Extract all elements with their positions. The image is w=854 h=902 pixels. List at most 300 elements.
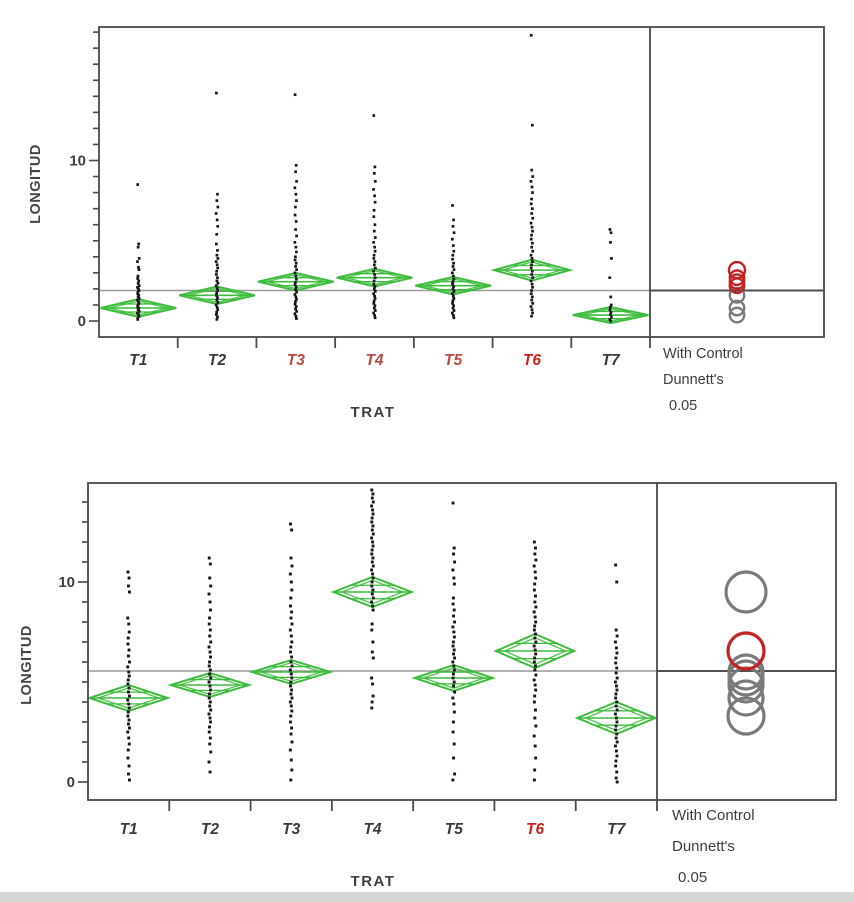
- x-tick-label-t4[interactable]: T4: [365, 352, 384, 369]
- data-point: [534, 547, 537, 550]
- data-point: [453, 231, 456, 234]
- data-point: [374, 276, 377, 279]
- data-point: [372, 609, 375, 612]
- data-point: [531, 186, 534, 189]
- data-point: [374, 304, 377, 307]
- data-point: [452, 597, 455, 600]
- data-point: [294, 214, 297, 217]
- data-point: [295, 251, 298, 254]
- data-point: [615, 725, 618, 728]
- data-point: [616, 709, 619, 712]
- data-point: [371, 529, 374, 532]
- data-point: [372, 513, 375, 516]
- data-point: [372, 577, 375, 580]
- data-point: [373, 300, 376, 303]
- data-point: [531, 312, 534, 315]
- data-point: [452, 244, 455, 247]
- caption-line-alpha: 0.05: [678, 869, 708, 886]
- data-point: [370, 585, 373, 588]
- data-point: [374, 285, 377, 288]
- data-point: [289, 685, 292, 688]
- data-point: [373, 209, 376, 212]
- data-point: [452, 278, 455, 281]
- x-tick-label-t1[interactable]: T1: [119, 821, 138, 838]
- data-point: [371, 497, 374, 500]
- data-point: [295, 220, 298, 223]
- data-point: [451, 258, 454, 261]
- data-point: [128, 707, 131, 710]
- y-axis-title: LONGITUD: [19, 625, 35, 705]
- data-point: [128, 687, 131, 690]
- data-point: [290, 710, 293, 713]
- data-point: [215, 284, 218, 287]
- data-point: [290, 656, 293, 659]
- data-point: [372, 270, 375, 273]
- data-point: [452, 577, 455, 580]
- y-axis-title: LONGITUD: [28, 144, 44, 224]
- data-point: [216, 287, 219, 290]
- data-point: [615, 657, 618, 660]
- data-point: [616, 755, 619, 758]
- data-point: [451, 312, 454, 315]
- data-point: [370, 505, 373, 508]
- data-point: [452, 665, 455, 668]
- data-point: [127, 703, 130, 706]
- data-point: [534, 649, 537, 652]
- x-tick-label-t5[interactable]: T5: [444, 821, 463, 838]
- data-point: [372, 241, 375, 244]
- data-point: [128, 577, 131, 580]
- data-point: [534, 689, 537, 692]
- data-point: [290, 693, 293, 696]
- data-point: [209, 771, 212, 774]
- data-point: [453, 711, 456, 714]
- comparison-circle-t6[interactable]: [728, 633, 764, 669]
- data-point: [371, 517, 374, 520]
- data-point: [126, 643, 129, 646]
- data-point: [534, 621, 537, 624]
- data-point: [209, 601, 212, 604]
- data-point: [453, 290, 456, 293]
- data-point: [452, 631, 455, 634]
- data-point: [128, 727, 131, 730]
- data-point: [295, 310, 298, 313]
- data-point: [215, 304, 218, 307]
- data-point: [530, 315, 533, 318]
- data-point: [209, 629, 212, 632]
- data-point: [295, 305, 298, 308]
- data-point: [371, 549, 374, 552]
- data-point: [216, 263, 219, 266]
- data-point: [610, 311, 613, 314]
- data-point: [372, 188, 375, 191]
- comparison-circle-t4[interactable]: [726, 572, 766, 612]
- data-point: [453, 649, 456, 652]
- data-point: [371, 561, 374, 564]
- data-point: [453, 636, 456, 639]
- data-point: [127, 691, 130, 694]
- data-point: [371, 651, 374, 654]
- data-point: [126, 757, 129, 760]
- data-point: [215, 212, 218, 215]
- x-tick-label-t7[interactable]: T7: [607, 821, 626, 838]
- data-point: [615, 685, 618, 688]
- data-point: [452, 307, 455, 310]
- data-point: [295, 291, 298, 294]
- data-point: [531, 286, 534, 289]
- data-point: [209, 751, 212, 754]
- data-point: [291, 623, 294, 626]
- data-point: [295, 262, 298, 265]
- data-point: [372, 545, 375, 548]
- data-point: [370, 677, 373, 680]
- data-point: [294, 206, 297, 209]
- data-point: [615, 760, 618, 763]
- data-point: [294, 308, 297, 311]
- data-point: [534, 725, 537, 728]
- data-point: [371, 683, 374, 686]
- data-point: [533, 637, 536, 640]
- data-point: [215, 260, 218, 263]
- data-point: [451, 204, 454, 207]
- data-point: [530, 289, 533, 292]
- data-point: [615, 737, 618, 740]
- x-tick-label-t6[interactable]: T6: [526, 821, 545, 838]
- data-point: [295, 199, 298, 202]
- data-point: [531, 260, 534, 263]
- data-point: [452, 645, 455, 648]
- data-point: [290, 769, 293, 772]
- x-tick-label-t2[interactable]: T2: [208, 352, 227, 369]
- x-tick-label-t1[interactable]: T1: [129, 352, 148, 369]
- data-point: [372, 501, 375, 504]
- data-point: [138, 257, 141, 260]
- data-point: [294, 93, 297, 96]
- data-point: [374, 201, 377, 204]
- data-point: [209, 677, 212, 680]
- data-point: [371, 541, 374, 544]
- data-point: [290, 689, 293, 692]
- data-point: [295, 246, 298, 249]
- data-point: [453, 691, 456, 694]
- data-point: [452, 219, 455, 222]
- data-point: [616, 721, 619, 724]
- data-point: [370, 569, 373, 572]
- data-point: [209, 737, 212, 740]
- data-point: [374, 236, 377, 239]
- data-point: [614, 697, 617, 700]
- data-point: [534, 633, 537, 636]
- data-point: [216, 225, 219, 228]
- data-point: [290, 705, 293, 708]
- data-point: [531, 124, 534, 127]
- data-point: [215, 243, 218, 246]
- data-point: [614, 641, 617, 644]
- data-point: [453, 268, 456, 271]
- data-point: [615, 647, 618, 650]
- data-point: [208, 623, 211, 626]
- data-point: [295, 180, 298, 183]
- data-point: [209, 721, 212, 724]
- data-point: [609, 308, 612, 311]
- data-point: [452, 250, 455, 253]
- data-point: [371, 557, 374, 560]
- x-tick-label-t4[interactable]: T4: [363, 821, 382, 838]
- data-point: [451, 302, 454, 305]
- data-point: [616, 781, 619, 784]
- dunnetts-caption: [672, 800, 755, 893]
- data-point: [533, 601, 536, 604]
- data-point: [614, 713, 617, 716]
- data-point: [128, 779, 131, 782]
- data-point: [217, 257, 220, 260]
- data-point: [615, 717, 618, 720]
- data-point: [451, 697, 454, 700]
- data-point: [373, 246, 376, 249]
- data-point: [452, 288, 455, 291]
- data-point: [373, 314, 376, 317]
- data-point: [372, 597, 375, 600]
- data-point: [216, 193, 219, 196]
- data-point: [216, 276, 219, 279]
- data-point: [128, 631, 131, 634]
- data-point: [295, 275, 298, 278]
- data-point: [295, 315, 298, 318]
- data-point: [374, 290, 377, 293]
- data-point: [531, 250, 534, 253]
- data-point: [290, 529, 293, 532]
- data-point: [609, 306, 612, 309]
- data-point: [533, 717, 536, 720]
- data-point: [451, 626, 454, 629]
- data-point: [290, 677, 293, 680]
- data-point: [452, 641, 455, 644]
- data-point: [615, 750, 618, 753]
- data-point: [373, 273, 376, 276]
- data-point: [209, 651, 212, 654]
- data-point: [609, 241, 612, 244]
- data-point: [208, 617, 211, 620]
- caption-line-with-control: With Control: [672, 807, 755, 824]
- data-point: [215, 273, 218, 276]
- data-point: [533, 661, 536, 664]
- data-point: [534, 745, 537, 748]
- x-tick-label-t7[interactable]: T7: [601, 352, 620, 369]
- y-tick-label: 10: [69, 152, 86, 170]
- data-point: [217, 206, 220, 209]
- data-point: [294, 312, 297, 315]
- data-point: [374, 316, 377, 319]
- data-point: [373, 280, 376, 283]
- data-point: [290, 557, 293, 560]
- data-point: [127, 655, 130, 658]
- data-point: [372, 292, 375, 295]
- data-point: [137, 282, 140, 285]
- data-point: [291, 565, 294, 568]
- data-point: [216, 289, 219, 292]
- data-point: [294, 255, 297, 258]
- x-tick-label-t6[interactable]: T6: [522, 352, 541, 369]
- data-point: [127, 585, 130, 588]
- data-point: [295, 235, 298, 238]
- x-tick-label-t5[interactable]: T5: [444, 352, 463, 369]
- data-point: [290, 589, 293, 592]
- data-point: [374, 297, 377, 300]
- data-point: [533, 735, 536, 738]
- dunnetts-caption: [663, 341, 743, 419]
- data-point: [208, 761, 211, 764]
- data-point: [530, 169, 533, 172]
- data-point: [216, 318, 219, 321]
- data-point: [373, 254, 376, 257]
- data-point: [531, 308, 534, 311]
- data-point: [372, 312, 375, 315]
- data-point: [531, 217, 534, 220]
- data-point: [530, 222, 533, 225]
- data-point: [215, 270, 218, 273]
- data-point: [530, 34, 533, 37]
- data-point: [126, 715, 129, 718]
- data-point: [451, 569, 454, 572]
- data-point: [294, 170, 297, 173]
- data-point: [451, 779, 454, 782]
- data-point: [208, 661, 211, 664]
- data-point: [371, 581, 374, 584]
- x-axis-title: TRAT: [350, 873, 396, 890]
- data-point: [452, 314, 455, 317]
- data-point: [295, 298, 298, 301]
- data-point: [530, 280, 533, 283]
- data-point: [534, 616, 537, 619]
- data-point: [295, 278, 298, 281]
- data-point: [370, 629, 373, 632]
- data-point: [370, 537, 373, 540]
- data-point: [294, 241, 297, 244]
- data-point: [534, 559, 537, 562]
- data-point: [453, 583, 456, 586]
- data-point: [452, 721, 455, 724]
- data-point: [128, 719, 131, 722]
- data-point: [294, 284, 297, 287]
- data-point: [452, 673, 455, 676]
- data-point: [453, 743, 456, 746]
- data-point: [614, 662, 617, 665]
- data-point: [451, 272, 454, 275]
- data-point: [127, 637, 130, 640]
- data-point: [373, 288, 376, 291]
- data-point: [290, 759, 293, 762]
- data-point: [374, 260, 377, 263]
- data-point: [372, 302, 375, 305]
- data-point: [126, 666, 129, 669]
- x-tick-label-t2[interactable]: T2: [200, 821, 219, 838]
- data-point: [533, 701, 536, 704]
- data-point: [374, 267, 377, 270]
- data-point: [530, 292, 533, 295]
- data-point: [209, 641, 212, 644]
- y-tick-label: 10: [58, 574, 75, 591]
- data-point: [216, 299, 219, 302]
- data-point: [126, 699, 129, 702]
- data-point: [452, 275, 455, 278]
- data-point: [534, 571, 537, 574]
- data-point: [208, 681, 211, 684]
- data-point: [614, 765, 617, 768]
- data-point: [127, 679, 130, 682]
- data-point: [452, 265, 455, 268]
- data-point: [208, 593, 211, 596]
- data-point: [609, 313, 612, 316]
- data-point: [126, 617, 129, 620]
- data-point: [289, 597, 292, 600]
- data-point: [534, 674, 537, 677]
- data-point: [136, 183, 139, 186]
- data-point: [216, 308, 219, 311]
- data-point: [373, 194, 376, 197]
- x-tick-label-t3[interactable]: T3: [282, 821, 301, 838]
- data-point: [136, 260, 139, 263]
- data-point: [609, 296, 612, 299]
- data-point: [531, 276, 534, 279]
- data-point: [374, 223, 377, 226]
- data-point: [373, 172, 376, 175]
- data-point: [530, 212, 533, 215]
- data-point: [371, 593, 374, 596]
- data-point: [452, 225, 455, 228]
- data-point: [289, 646, 292, 649]
- data-point: [289, 715, 292, 718]
- data-point: [370, 489, 373, 492]
- data-point: [289, 605, 292, 608]
- data-point: [372, 283, 375, 286]
- data-point: [534, 709, 537, 712]
- data-point: [217, 301, 220, 304]
- data-point: [615, 705, 618, 708]
- data-point: [209, 701, 212, 704]
- data-point: [290, 733, 293, 736]
- data-point: [128, 743, 131, 746]
- data-point: [530, 305, 533, 308]
- data-point: [294, 288, 297, 291]
- data-point: [290, 641, 293, 644]
- data-point: [531, 230, 534, 233]
- data-point: [371, 605, 374, 608]
- data-point: [534, 641, 537, 644]
- data-point: [531, 302, 534, 305]
- data-point: [615, 701, 618, 704]
- data-point: [615, 693, 618, 696]
- data-point: [291, 697, 294, 700]
- data-point: [453, 669, 456, 672]
- data-point: [534, 653, 537, 656]
- data-point: [371, 701, 374, 704]
- data-point: [452, 295, 455, 298]
- data-point: [531, 226, 534, 229]
- data-point: [216, 296, 219, 299]
- data-point: [534, 757, 537, 760]
- data-point: [208, 646, 211, 649]
- data-point: [452, 731, 455, 734]
- data-point: [289, 651, 292, 654]
- data-point: [372, 215, 375, 218]
- data-point: [616, 652, 619, 655]
- data-point: [291, 741, 294, 744]
- data-point: [294, 259, 297, 262]
- x-tick-label-t3[interactable]: T3: [286, 352, 305, 369]
- data-point: [371, 641, 374, 644]
- data-point: [215, 294, 218, 297]
- data-point: [374, 250, 377, 253]
